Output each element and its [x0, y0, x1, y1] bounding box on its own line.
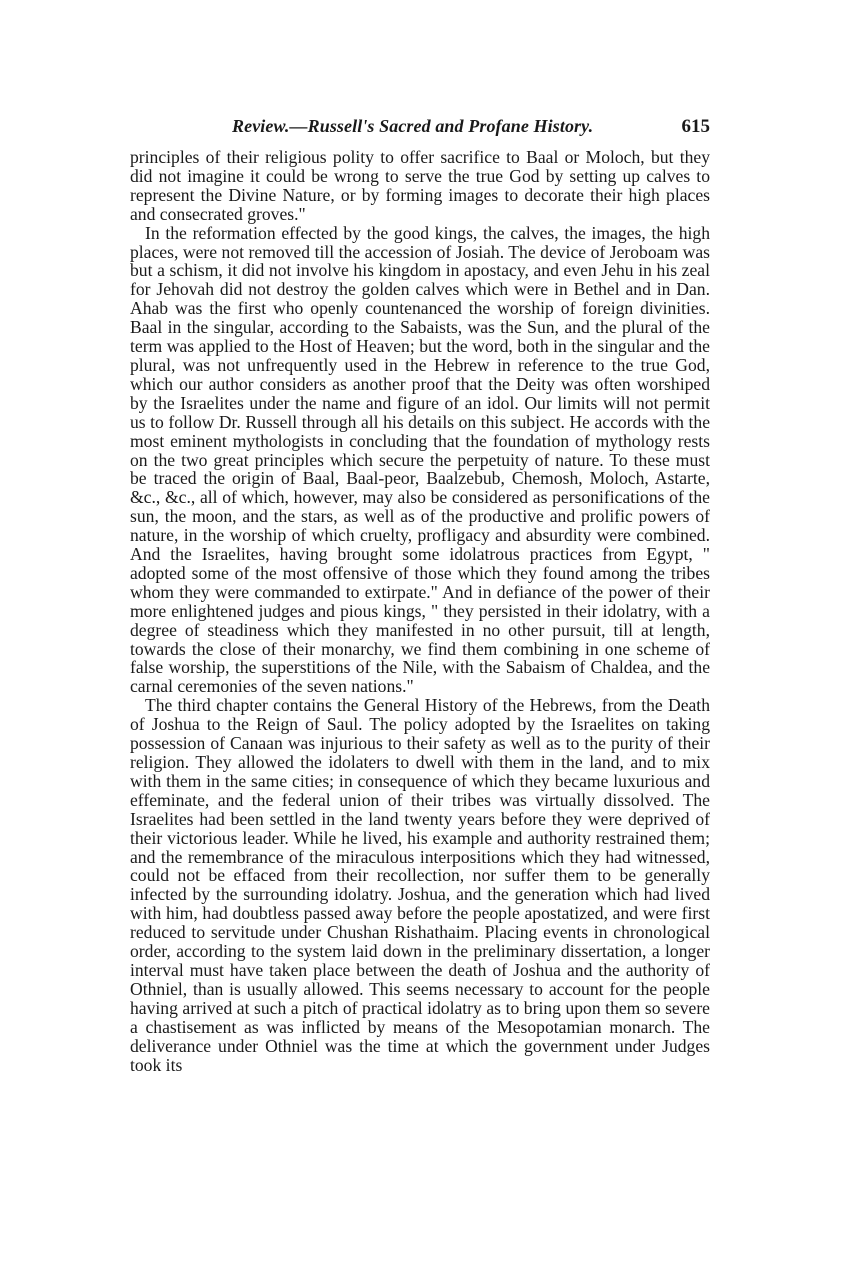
paragraph-reformation: In the reformation effected by the good kings, the calves, the images, the high places, were not removed till the accession of Josiah. The device of Jeroboam was but a schism, it did not involve his kingdom in apostacy, and even Jehu in his zeal for Jehovah did not destroy the golden calves which were in Bethel and in Dan. Ahab was the first who openly countenanced the worship of foreign divinities. Baal in the singular, according to the Sabaists, was the Sun, and the plural of the term was applied to the Host of Heaven; but the word, both in the singular and the plural, was not unfrequently used in the Hebrew in reference to the true God, which our author considers as another proof that the Deity was often worshiped by the Israelites under the name and figure of an idol. Our limits will not permit us to follow Dr. Russell through all his details on this subject. He accords with the most eminent mythologists in concluding that the foundation of mythology rests on the two great principles which secure the perpetuity of nature. To these must be traced the origin of Baal, Baal-peor, Baalzebub, Chemosh, Moloch, Astarte, &c., &c., all of which, however, may also be considered as personifications of the sun, the moon, and the stars, as well as of the productive and prolific powers of nature, in the worship of which cruelty, profligacy and absurdity were combined. And the Israelites, having brought some idolatrous practices from Egypt, " adopted some of the most offensive of those which they found among the tribes whom they were commanded to extirpate." And in defiance of the power of their more enlightened judges and pious kings, " they persisted in their idolatry, with a degree of steadiness which they manifested in no other pursuit, till at length, towards the close of their monarchy, we find them combining in one scheme of false worship, the superstitions of the Nile, with the Sabaism of Chaldea, and the carnal ceremonies of the seven nations."	[130, 222, 710, 697]
paragraph-third-chapter: The third chapter contains the General History of the Hebrews, from the Death of Joshua to the Reign of Saul. The policy adopted by the Israelites on taking possession of Canaan was injurious to their safety as well as to the purity of their religion. They allowed the idolaters to dwell with them in the land, and to mix with them in the same cities; in consequence of which they became luxurious and effeminate, and the federal union of their tribes was virtually dissolved. The Israelites had been settled in the land twenty years before they were deprived of their victorious leader. While he lived, his example and authority restrained them; and the remembrance of the miraculous interpositions which they had witnessed, could not be effaced from their recollection, nor suffer them to be generally infected by the surrounding idolatry. Joshua, and the generation which had lived with him, had doubtless passed away before the people apostatized, and were first reduced to servitude under Chushan Rishathaim. Placing events in chronological order, according to the system laid down in the preliminary dissertation, a longer interval must have taken place between the death of Joshua and the authority of Othniel, than is usually allowed. This seems necessary to account for the people having arrived at such a pitch of practical idolatry as to bring upon them so severe a chastisement as was inflicted by means of the Mesopotamian monarch. The deliverance under Othniel was the time at which the government under Judges took its	[130, 695, 710, 1075]
body-text	[130, 148, 710, 1074]
paragraph-continuation: principles of their religious polity to offer sacrifice to Baal or Moloch, but they did not imagine it could be wrong to serve the true God by setting up calves to represent the Divine Nature, or by forming images to decorate their high places and consecrated groves."	[130, 147, 710, 224]
page-number: 615	[681, 116, 710, 137]
page-header	[130, 116, 710, 142]
running-title: Review.—Russell's Sacred and Profane History.	[232, 116, 594, 136]
